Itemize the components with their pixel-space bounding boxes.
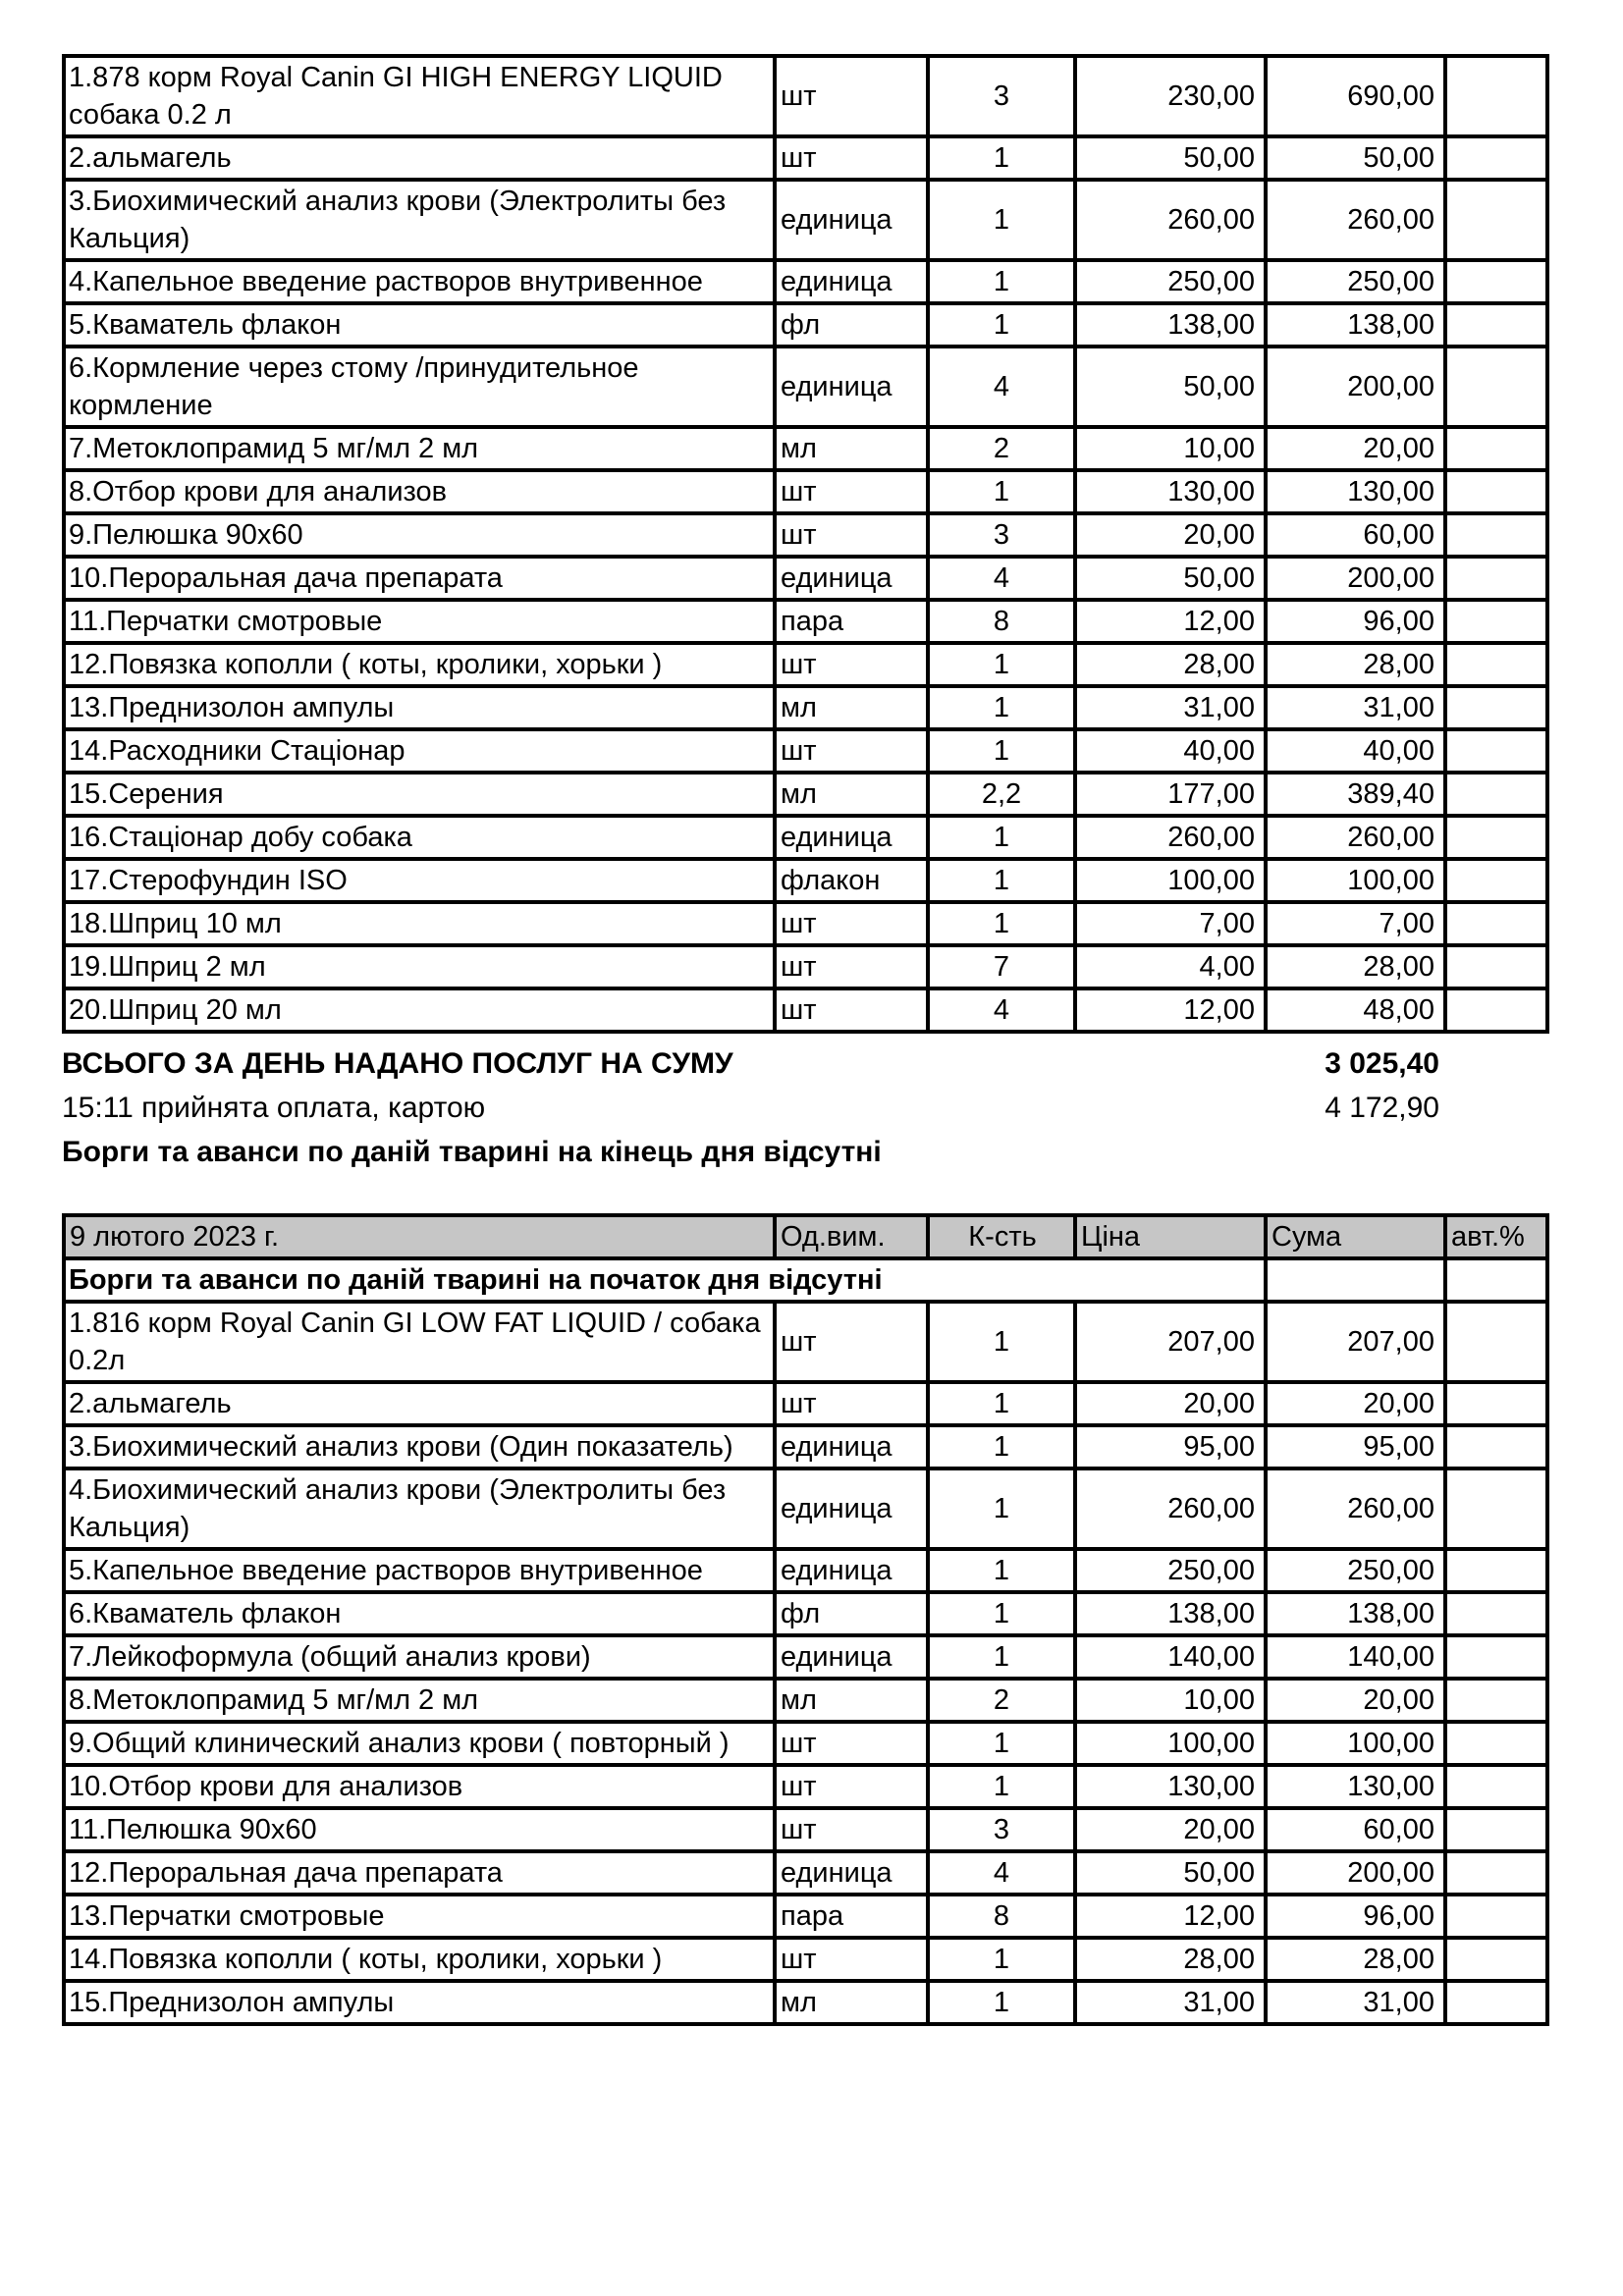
price-cell: 20,00	[1075, 1382, 1266, 1425]
price-cell: 138,00	[1075, 303, 1266, 347]
sum-cell: 690,00	[1266, 56, 1445, 136]
sum-cell: 100,00	[1266, 859, 1445, 902]
unit-cell: шт	[775, 1765, 928, 1808]
table-row	[64, 988, 1547, 1032]
avt-percent-cell	[1445, 260, 1547, 303]
price-cell: 50,00	[1075, 557, 1266, 600]
price-cell: 260,00	[1075, 816, 1266, 859]
sum-cell: 48,00	[1266, 988, 1445, 1032]
quantity-cell: 1	[928, 1635, 1075, 1679]
avt-percent-cell	[1445, 347, 1547, 427]
avt-percent-cell	[1445, 643, 1547, 686]
sum-cell: 389,40	[1266, 773, 1445, 816]
avt-percent-cell	[1445, 1468, 1547, 1549]
item-name-cell: 15.Серения	[64, 773, 775, 816]
avt-percent-cell	[1445, 1765, 1547, 1808]
unit-cell: шт	[775, 643, 928, 686]
sum-cell: 40,00	[1266, 729, 1445, 773]
price-cell: 95,00	[1075, 1425, 1266, 1468]
price-cell: 250,00	[1075, 260, 1266, 303]
item-name-cell: 18.Шприц 10 мл	[64, 902, 775, 945]
sum-cell: 50,00	[1266, 136, 1445, 180]
unit-cell: мл	[775, 686, 928, 729]
unit-cell: единица	[775, 1851, 928, 1895]
quantity-cell: 4	[928, 347, 1075, 427]
quantity-cell: 1	[928, 303, 1075, 347]
item-name-cell: 7.Лейкоформула (общий анализ крови)	[64, 1635, 775, 1679]
item-name-cell: 9.Общий клинический анализ крови ( повторный )	[64, 1722, 775, 1765]
table-row	[64, 816, 1547, 859]
col-header-unit: Од.вим.	[775, 1215, 928, 1258]
avt-percent-cell	[1445, 557, 1547, 600]
avt-percent-cell	[1445, 1808, 1547, 1851]
col-header-date: 9 лютого 2023 г.	[64, 1215, 775, 1258]
avt-percent-cell	[1445, 1895, 1547, 1938]
sum-cell: 130,00	[1266, 1765, 1445, 1808]
unit-cell: шт	[775, 1808, 928, 1851]
col-header-sum: Сума	[1266, 1215, 1445, 1258]
col-header-price: Ціна	[1075, 1215, 1266, 1258]
table-row	[64, 600, 1547, 643]
price-cell: 20,00	[1075, 1808, 1266, 1851]
table-row	[64, 1635, 1547, 1679]
avt-percent-cell	[1445, 686, 1547, 729]
price-cell: 50,00	[1075, 347, 1266, 427]
sum-cell: 140,00	[1266, 1635, 1445, 1679]
avt-percent-cell	[1445, 1981, 1547, 2024]
item-name-cell: 6.Кормление через стому /принудительное кормление	[64, 347, 775, 427]
avt-percent-cell	[1445, 1592, 1547, 1635]
quantity-cell: 1	[928, 1765, 1075, 1808]
unit-cell: фл	[775, 303, 928, 347]
sum-cell: 200,00	[1266, 557, 1445, 600]
quantity-cell: 4	[928, 1851, 1075, 1895]
item-name-cell: 10.Отбор крови для анализов	[64, 1765, 775, 1808]
quantity-cell: 1	[928, 1302, 1075, 1382]
avt-percent-cell	[1445, 600, 1547, 643]
table-row	[64, 1981, 1547, 2024]
quantity-cell: 1	[928, 1468, 1075, 1549]
sum-cell: 31,00	[1266, 686, 1445, 729]
quantity-cell: 8	[928, 1895, 1075, 1938]
debts-start-label: Борги та аванси по даній тварині на початок дня відсутні	[64, 1258, 1266, 1302]
table-row	[64, 1679, 1547, 1722]
avt-percent-cell	[1445, 1851, 1547, 1895]
sum-cell: 250,00	[1266, 1549, 1445, 1592]
col-header-qty: К-сть	[928, 1215, 1075, 1258]
item-name-cell: 17.Стерофундин ISO	[64, 859, 775, 902]
quantity-cell: 1	[928, 816, 1075, 859]
sum-cell: 260,00	[1266, 1468, 1445, 1549]
unit-cell: единица	[775, 816, 928, 859]
unit-cell: шт	[775, 988, 928, 1032]
total-value: 3 025,40	[1325, 1047, 1439, 1080]
unit-cell: мл	[775, 1679, 928, 1722]
avt-percent-cell	[1445, 303, 1547, 347]
avt-percent-cell	[1445, 1382, 1547, 1425]
price-cell: 10,00	[1075, 427, 1266, 470]
unit-cell: единица	[775, 1468, 928, 1549]
price-cell: 250,00	[1075, 1549, 1266, 1592]
item-name-cell: 20.Шприц 20 мл	[64, 988, 775, 1032]
price-cell: 260,00	[1075, 1468, 1266, 1549]
payment-line	[62, 1086, 1545, 1130]
item-name-cell: 1.878 корм Royal Canin GI HIGH ENERGY LIQUID собака 0.2 л	[64, 56, 775, 136]
price-cell: 28,00	[1075, 1938, 1266, 1981]
debts-start-row	[64, 1258, 1547, 1302]
unit-cell: единица	[775, 347, 928, 427]
table-row	[64, 945, 1547, 988]
item-name-cell: 11.Пелюшка 90х60	[64, 1808, 775, 1851]
table-row	[64, 1425, 1547, 1468]
header-row	[64, 1215, 1547, 1258]
sum-cell: 260,00	[1266, 816, 1445, 859]
unit-cell: единица	[775, 1549, 928, 1592]
quantity-cell: 1	[928, 729, 1075, 773]
item-name-cell: 14.Повязка кополли ( коты, кролики, хорьки )	[64, 1938, 775, 1981]
quantity-cell: 1	[928, 1592, 1075, 1635]
price-cell: 4,00	[1075, 945, 1266, 988]
table-row	[64, 513, 1547, 557]
item-name-cell: 19.Шприц 2 мл	[64, 945, 775, 988]
item-name-cell: 4.Биохимический анализ крови (Электролиты без Кальция)	[64, 1468, 775, 1549]
quantity-cell: 3	[928, 1808, 1075, 1851]
item-name-cell: 9.Пелюшка 90х60	[64, 513, 775, 557]
price-cell: 230,00	[1075, 56, 1266, 136]
unit-cell: шт	[775, 1302, 928, 1382]
avt-percent-cell	[1445, 988, 1547, 1032]
avt-percent-cell	[1445, 1302, 1547, 1382]
unit-cell: фл	[775, 1592, 928, 1635]
next-day-rows	[64, 1302, 1547, 2024]
unit-cell: пара	[775, 600, 928, 643]
sum-cell: 96,00	[1266, 1895, 1445, 1938]
table-row	[64, 56, 1547, 136]
quantity-cell: 1	[928, 686, 1075, 729]
sum-cell: 60,00	[1266, 1808, 1445, 1851]
table-row	[64, 1468, 1547, 1549]
total-line	[62, 1041, 1545, 1086]
table-row	[64, 729, 1547, 773]
sum-cell: 207,00	[1266, 1302, 1445, 1382]
item-name-cell: 16.Стаціонар добу собака	[64, 816, 775, 859]
unit-cell: единица	[775, 180, 928, 260]
unit-cell: шт	[775, 56, 928, 136]
avt-percent-cell	[1445, 902, 1547, 945]
item-name-cell: 13.Перчатки смотровые	[64, 1895, 775, 1938]
quantity-cell: 1	[928, 180, 1075, 260]
price-cell: 31,00	[1075, 1981, 1266, 2024]
avt-percent-cell	[1445, 1635, 1547, 1679]
avt-percent-cell	[1445, 513, 1547, 557]
table-row	[64, 1722, 1547, 1765]
quantity-cell: 1	[928, 1425, 1075, 1468]
item-name-cell: 1.816 корм Royal Canin GI LOW FAT LIQUID / собака 0.2л	[64, 1302, 775, 1382]
table-row	[64, 180, 1547, 260]
sum-cell: 20,00	[1266, 1382, 1445, 1425]
sum-cell: 260,00	[1266, 180, 1445, 260]
unit-cell: шт	[775, 1938, 928, 1981]
table-row	[64, 1592, 1547, 1635]
avt-percent-cell	[1445, 1938, 1547, 1981]
price-cell: 50,00	[1075, 1851, 1266, 1895]
price-cell: 12,00	[1075, 600, 1266, 643]
unit-cell: единица	[775, 260, 928, 303]
table-row	[64, 427, 1547, 470]
unit-cell: шт	[775, 136, 928, 180]
total-label: ВСЬОГО ЗА ДЕНЬ НАДАНО ПОСЛУГ НА СУМУ	[62, 1047, 733, 1080]
quantity-cell: 1	[928, 1549, 1075, 1592]
avt-percent-cell	[1445, 773, 1547, 816]
sum-cell: 28,00	[1266, 945, 1445, 988]
quantity-cell: 1	[928, 470, 1075, 513]
sum-cell: 200,00	[1266, 1851, 1445, 1895]
quantity-cell: 4	[928, 557, 1075, 600]
sum-cell: 100,00	[1266, 1722, 1445, 1765]
unit-cell: мл	[775, 427, 928, 470]
sum-cell: 60,00	[1266, 513, 1445, 557]
sum-cell: 96,00	[1266, 600, 1445, 643]
document-sheet	[62, 54, 1545, 2026]
item-name-cell: 13.Преднизолон ампулы	[64, 686, 775, 729]
table-row	[64, 1851, 1547, 1895]
table-row	[64, 557, 1547, 600]
price-cell: 130,00	[1075, 1765, 1266, 1808]
avt-percent-cell	[1445, 136, 1547, 180]
item-name-cell: 8.Отбор крови для анализов	[64, 470, 775, 513]
table-row	[64, 470, 1547, 513]
table-row	[64, 686, 1547, 729]
table-row	[64, 1382, 1547, 1425]
item-name-cell: 7.Метоклопрамид 5 мг/мл 2 мл	[64, 427, 775, 470]
quantity-cell: 1	[928, 1938, 1075, 1981]
item-name-cell: 12.Пероральная дача препарата	[64, 1851, 775, 1895]
price-cell: 100,00	[1075, 859, 1266, 902]
item-name-cell: 2.альмагель	[64, 136, 775, 180]
table-row	[64, 1549, 1547, 1592]
unit-cell: пара	[775, 1895, 928, 1938]
table-row	[64, 1302, 1547, 1382]
avt-percent-cell	[1445, 1679, 1547, 1722]
avt-percent-cell	[1445, 180, 1547, 260]
table-row	[64, 1895, 1547, 1938]
unit-cell: шт	[775, 470, 928, 513]
col-header-avt: авт.%	[1445, 1215, 1547, 1258]
avt-percent-cell	[1445, 470, 1547, 513]
sum-cell: 250,00	[1266, 260, 1445, 303]
unit-cell: мл	[775, 1981, 928, 2024]
quantity-cell: 1	[928, 1981, 1075, 2024]
sum-cell: 130,00	[1266, 470, 1445, 513]
item-name-cell: 12.Повязка кополли ( коты, кролики, хорьки )	[64, 643, 775, 686]
price-cell: 12,00	[1075, 988, 1266, 1032]
item-name-cell: 11.Перчатки смотровые	[64, 600, 775, 643]
table-row	[64, 902, 1547, 945]
table-row	[64, 859, 1547, 902]
avt-percent-cell	[1445, 1258, 1547, 1302]
quantity-cell: 1	[928, 859, 1075, 902]
unit-cell: шт	[775, 1722, 928, 1765]
price-cell: 130,00	[1075, 470, 1266, 513]
price-cell: 138,00	[1075, 1592, 1266, 1635]
quantity-cell: 8	[928, 600, 1075, 643]
sum-cell: 7,00	[1266, 902, 1445, 945]
quantity-cell: 1	[928, 643, 1075, 686]
avt-percent-cell	[1445, 859, 1547, 902]
quantity-cell: 1	[928, 902, 1075, 945]
item-name-cell: 15.Преднизолон ампулы	[64, 1981, 775, 2024]
unit-cell: единица	[775, 1425, 928, 1468]
payment-value: 4 172,90	[1325, 1092, 1439, 1124]
price-cell: 100,00	[1075, 1722, 1266, 1765]
price-cell: 50,00	[1075, 136, 1266, 180]
unit-cell: шт	[775, 729, 928, 773]
avt-percent-cell	[1445, 945, 1547, 988]
price-cell: 20,00	[1075, 513, 1266, 557]
item-name-cell: 3.Биохимический анализ крови (Один показатель)	[64, 1425, 775, 1468]
sum-cell: 138,00	[1266, 1592, 1445, 1635]
next-day-table-body	[64, 1258, 1547, 1302]
avt-percent-cell	[1445, 1425, 1547, 1468]
sum-cell: 28,00	[1266, 1938, 1445, 1981]
avt-percent-cell	[1445, 427, 1547, 470]
price-cell: 10,00	[1075, 1679, 1266, 1722]
next-day-table-header	[64, 1215, 1547, 1258]
unit-cell: шт	[775, 945, 928, 988]
table-row	[64, 347, 1547, 427]
services-table	[62, 54, 1549, 1034]
price-cell: 177,00	[1075, 773, 1266, 816]
next-day-table	[62, 1213, 1549, 2026]
services-table-body	[64, 56, 1547, 1032]
table-row	[64, 303, 1547, 347]
quantity-cell: 1	[928, 260, 1075, 303]
unit-cell: единица	[775, 557, 928, 600]
unit-cell: шт	[775, 902, 928, 945]
price-cell: 31,00	[1075, 686, 1266, 729]
unit-cell: флакон	[775, 859, 928, 902]
quantity-cell: 7	[928, 945, 1075, 988]
item-name-cell: 3.Биохимический анализ крови (Электролиты без Кальция)	[64, 180, 775, 260]
unit-cell: шт	[775, 513, 928, 557]
sum-cell: 28,00	[1266, 643, 1445, 686]
table-row	[64, 260, 1547, 303]
item-name-cell: 4.Капельное введение растворов внутривенное	[64, 260, 775, 303]
debts-end-label: Борги та аванси по даній тварині на кінець дня відсутні	[62, 1136, 882, 1168]
price-cell: 28,00	[1075, 643, 1266, 686]
day-summary	[62, 1041, 1545, 1174]
price-cell: 260,00	[1075, 180, 1266, 260]
avt-percent-cell	[1445, 56, 1547, 136]
quantity-cell: 1	[928, 136, 1075, 180]
price-cell: 7,00	[1075, 902, 1266, 945]
quantity-cell: 1	[928, 1722, 1075, 1765]
quantity-cell: 3	[928, 56, 1075, 136]
debts-end-line	[62, 1130, 1545, 1174]
sum-cell	[1266, 1258, 1445, 1302]
table-row	[64, 136, 1547, 180]
table-row	[64, 643, 1547, 686]
quantity-cell: 2	[928, 427, 1075, 470]
sum-cell: 31,00	[1266, 1981, 1445, 2024]
payment-label: 15:11 прийнята оплата, картою	[62, 1092, 486, 1124]
unit-cell: шт	[775, 1382, 928, 1425]
quantity-cell: 2,2	[928, 773, 1075, 816]
table-row	[64, 1938, 1547, 1981]
price-cell: 207,00	[1075, 1302, 1266, 1382]
table-row	[64, 1765, 1547, 1808]
quantity-cell: 2	[928, 1679, 1075, 1722]
sum-cell: 200,00	[1266, 347, 1445, 427]
item-name-cell: 8.Метоклопрамид 5 мг/мл 2 мл	[64, 1679, 775, 1722]
item-name-cell: 5.Кваматель флакон	[64, 303, 775, 347]
unit-cell: единица	[775, 1635, 928, 1679]
price-cell: 12,00	[1075, 1895, 1266, 1938]
avt-percent-cell	[1445, 1549, 1547, 1592]
table-row	[64, 1808, 1547, 1851]
item-name-cell: 2.альмагель	[64, 1382, 775, 1425]
price-cell: 40,00	[1075, 729, 1266, 773]
avt-percent-cell	[1445, 816, 1547, 859]
quantity-cell: 4	[928, 988, 1075, 1032]
unit-cell: мл	[775, 773, 928, 816]
sum-cell: 20,00	[1266, 427, 1445, 470]
sum-cell: 138,00	[1266, 303, 1445, 347]
sum-cell: 95,00	[1266, 1425, 1445, 1468]
item-name-cell: 5.Капельное введение растворов внутривенное	[64, 1549, 775, 1592]
avt-percent-cell	[1445, 1722, 1547, 1765]
item-name-cell: 10.Пероральная дача препарата	[64, 557, 775, 600]
quantity-cell: 3	[928, 513, 1075, 557]
sum-cell: 20,00	[1266, 1679, 1445, 1722]
item-name-cell: 6.Кваматель флакон	[64, 1592, 775, 1635]
quantity-cell: 1	[928, 1382, 1075, 1425]
avt-percent-cell	[1445, 729, 1547, 773]
table-row	[64, 773, 1547, 816]
price-cell: 140,00	[1075, 1635, 1266, 1679]
item-name-cell: 14.Расходники Стаціонар	[64, 729, 775, 773]
